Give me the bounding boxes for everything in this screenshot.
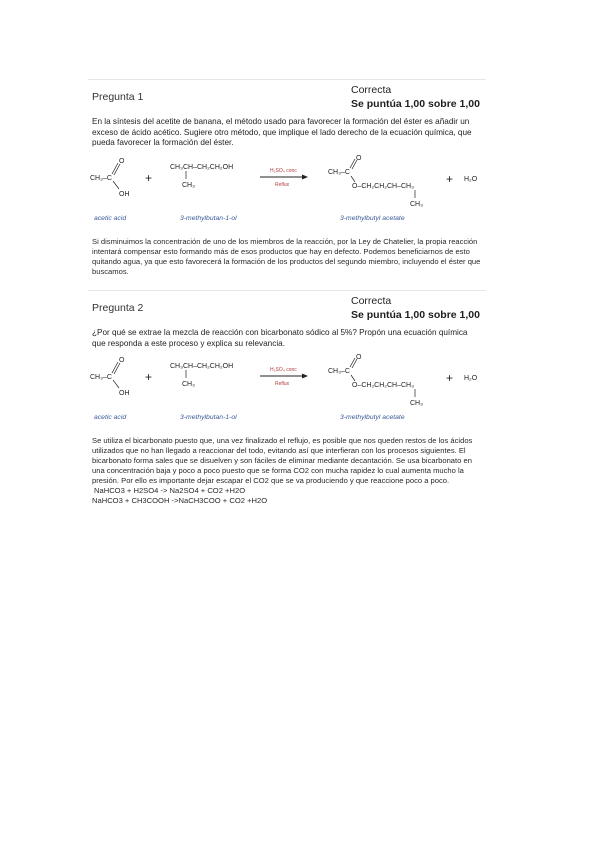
label-ester: 3-methylbutyl acetate: [340, 414, 405, 421]
reaction-scheme-svg: [88, 155, 486, 233]
acetic-acid-structure: [90, 357, 130, 397]
label-acetic-acid: acetic acid: [94, 215, 127, 222]
question-text: En la síntesis del acetite de banana, el método usado para favorecer la formación del éster es añadir un exceso de ácido acético. Sugiere otro método, que implique el lado derecho de la ecuación química, que pueda favorecer la formación del éster.: [92, 117, 472, 148]
status-label: Correcta: [351, 84, 392, 96]
question-header: [88, 291, 486, 327]
acid-oh: OH: [119, 191, 130, 198]
question-status: [351, 294, 480, 322]
ester-chain: O–CH₂CH₂CH–CH₃: [352, 382, 414, 389]
question-card-1: [88, 79, 486, 290]
reaction-arrow: [260, 168, 308, 188]
acetic-acid-structure: [90, 158, 130, 198]
ester-ch3c: CH₃–C: [328, 368, 350, 375]
plus-sign-2: +: [446, 172, 454, 186]
question-card-2: [88, 290, 486, 531]
answer-paragraph: Se utiliza el bicarbonato puesto que, una vez finalizado el reflujo, es posible que nos queden restos de los ácidos utilizados que no han llegado a reaccionar del todo, evitando así que interfieran con los procesos siguientes. El bicarbonato forma sales que se disuelven y son fáciles de eliminar mediante decantación. Se usa bicarbonato en una concentración baja y poco a poco puesto que se forma CO2 con mucha rapidez lo cual aumenta mucho la presión. Por ello es importante dejar escapar el CO2 que se va produciendo y que reaccione poco a poco.: [92, 436, 473, 485]
acid-o: O: [119, 357, 125, 364]
reaction-scheme-svg: [88, 354, 486, 432]
catalyst-label: H₂SO₄ conc: [270, 367, 297, 373]
alcohol-ch3: CH₃: [182, 182, 195, 189]
ester-chain: O–CH₂CH₂CH–CH₃: [352, 183, 414, 190]
ester-structure: [328, 155, 423, 208]
water-formula: H₂O: [464, 375, 478, 382]
alcohol-ch3: CH₃: [182, 381, 195, 388]
alcohol-chain: CH₃CH–CH₂CH₂OH: [170, 363, 234, 370]
alcohol-chain: CH₃CH–CH₂CH₂OH: [170, 164, 234, 171]
alcohol-structure: [170, 164, 233, 189]
reaction-scheme: [88, 354, 486, 432]
answer-text: Si disminuimos la concentración de uno de los miembros de la reacción, por la Ley de Chatelier, la propia reacción intentará compensar esto formando más de esos productos que hay en defecto. Podemos beneficiarnos de esto quitando agua, ya que esto favorecerá la formación de los productos del segundo miembro, incluyendo el éster que buscamos.: [92, 237, 481, 276]
water-formula: H₂O: [464, 176, 478, 183]
ester-o: O: [356, 354, 362, 361]
score-label: Se puntúa 1,00 sobre 1,00: [351, 309, 480, 321]
plus-sign-1: +: [145, 171, 153, 185]
equation-line-1: NaHCO3 + H2SO4 -> Na2SO4 + CO2 +H2O: [94, 486, 246, 495]
acid-ch3c: CH₃–C: [90, 374, 112, 381]
question-title: Pregunta 1: [92, 91, 144, 103]
label-acetic-acid: acetic acid: [94, 414, 127, 421]
label-ester: 3-methylbutyl acetate: [340, 215, 405, 222]
score-label: Se puntúa 1,00 sobre 1,00: [351, 98, 480, 110]
reflux-label: Reflux: [275, 182, 290, 188]
answer-text: [92, 436, 484, 506]
question-header: [88, 80, 486, 116]
status-label: Correcta: [351, 295, 392, 307]
plus-sign-2: +: [446, 371, 454, 385]
acid-ch3c: CH₃–C: [90, 175, 112, 182]
ester-ch3: CH₃: [410, 400, 423, 407]
equation-line-2: NaHCO3 + CH3COOH ->NaCH3COO + CO2 +H2O: [92, 496, 268, 505]
question-status: [351, 83, 480, 111]
question-title: Pregunta 2: [92, 302, 144, 314]
alcohol-structure: [170, 363, 233, 388]
acid-oh: OH: [119, 390, 130, 397]
ester-o: O: [356, 155, 362, 162]
ester-ch3c: CH₃–C: [328, 169, 350, 176]
label-alcohol: 3-methylbutan-1-ol: [180, 215, 237, 222]
label-alcohol: 3-methylbutan-1-ol: [180, 414, 237, 421]
reaction-arrow: [260, 367, 308, 387]
ester-structure: [328, 354, 423, 407]
plus-sign-1: +: [145, 370, 153, 384]
ester-ch3: CH₃: [410, 201, 423, 208]
catalyst-label: H₂SO₄ conc: [270, 168, 297, 174]
reaction-scheme: [88, 155, 486, 233]
question-text: ¿Por qué se extrae la mezcla de reacción con bicarbonato sódico al 5%? Propón una ecuación química que responda a este proceso y explica su relevancia.: [92, 328, 468, 348]
reflux-label: Reflux: [275, 381, 290, 387]
acid-o: O: [119, 158, 125, 165]
